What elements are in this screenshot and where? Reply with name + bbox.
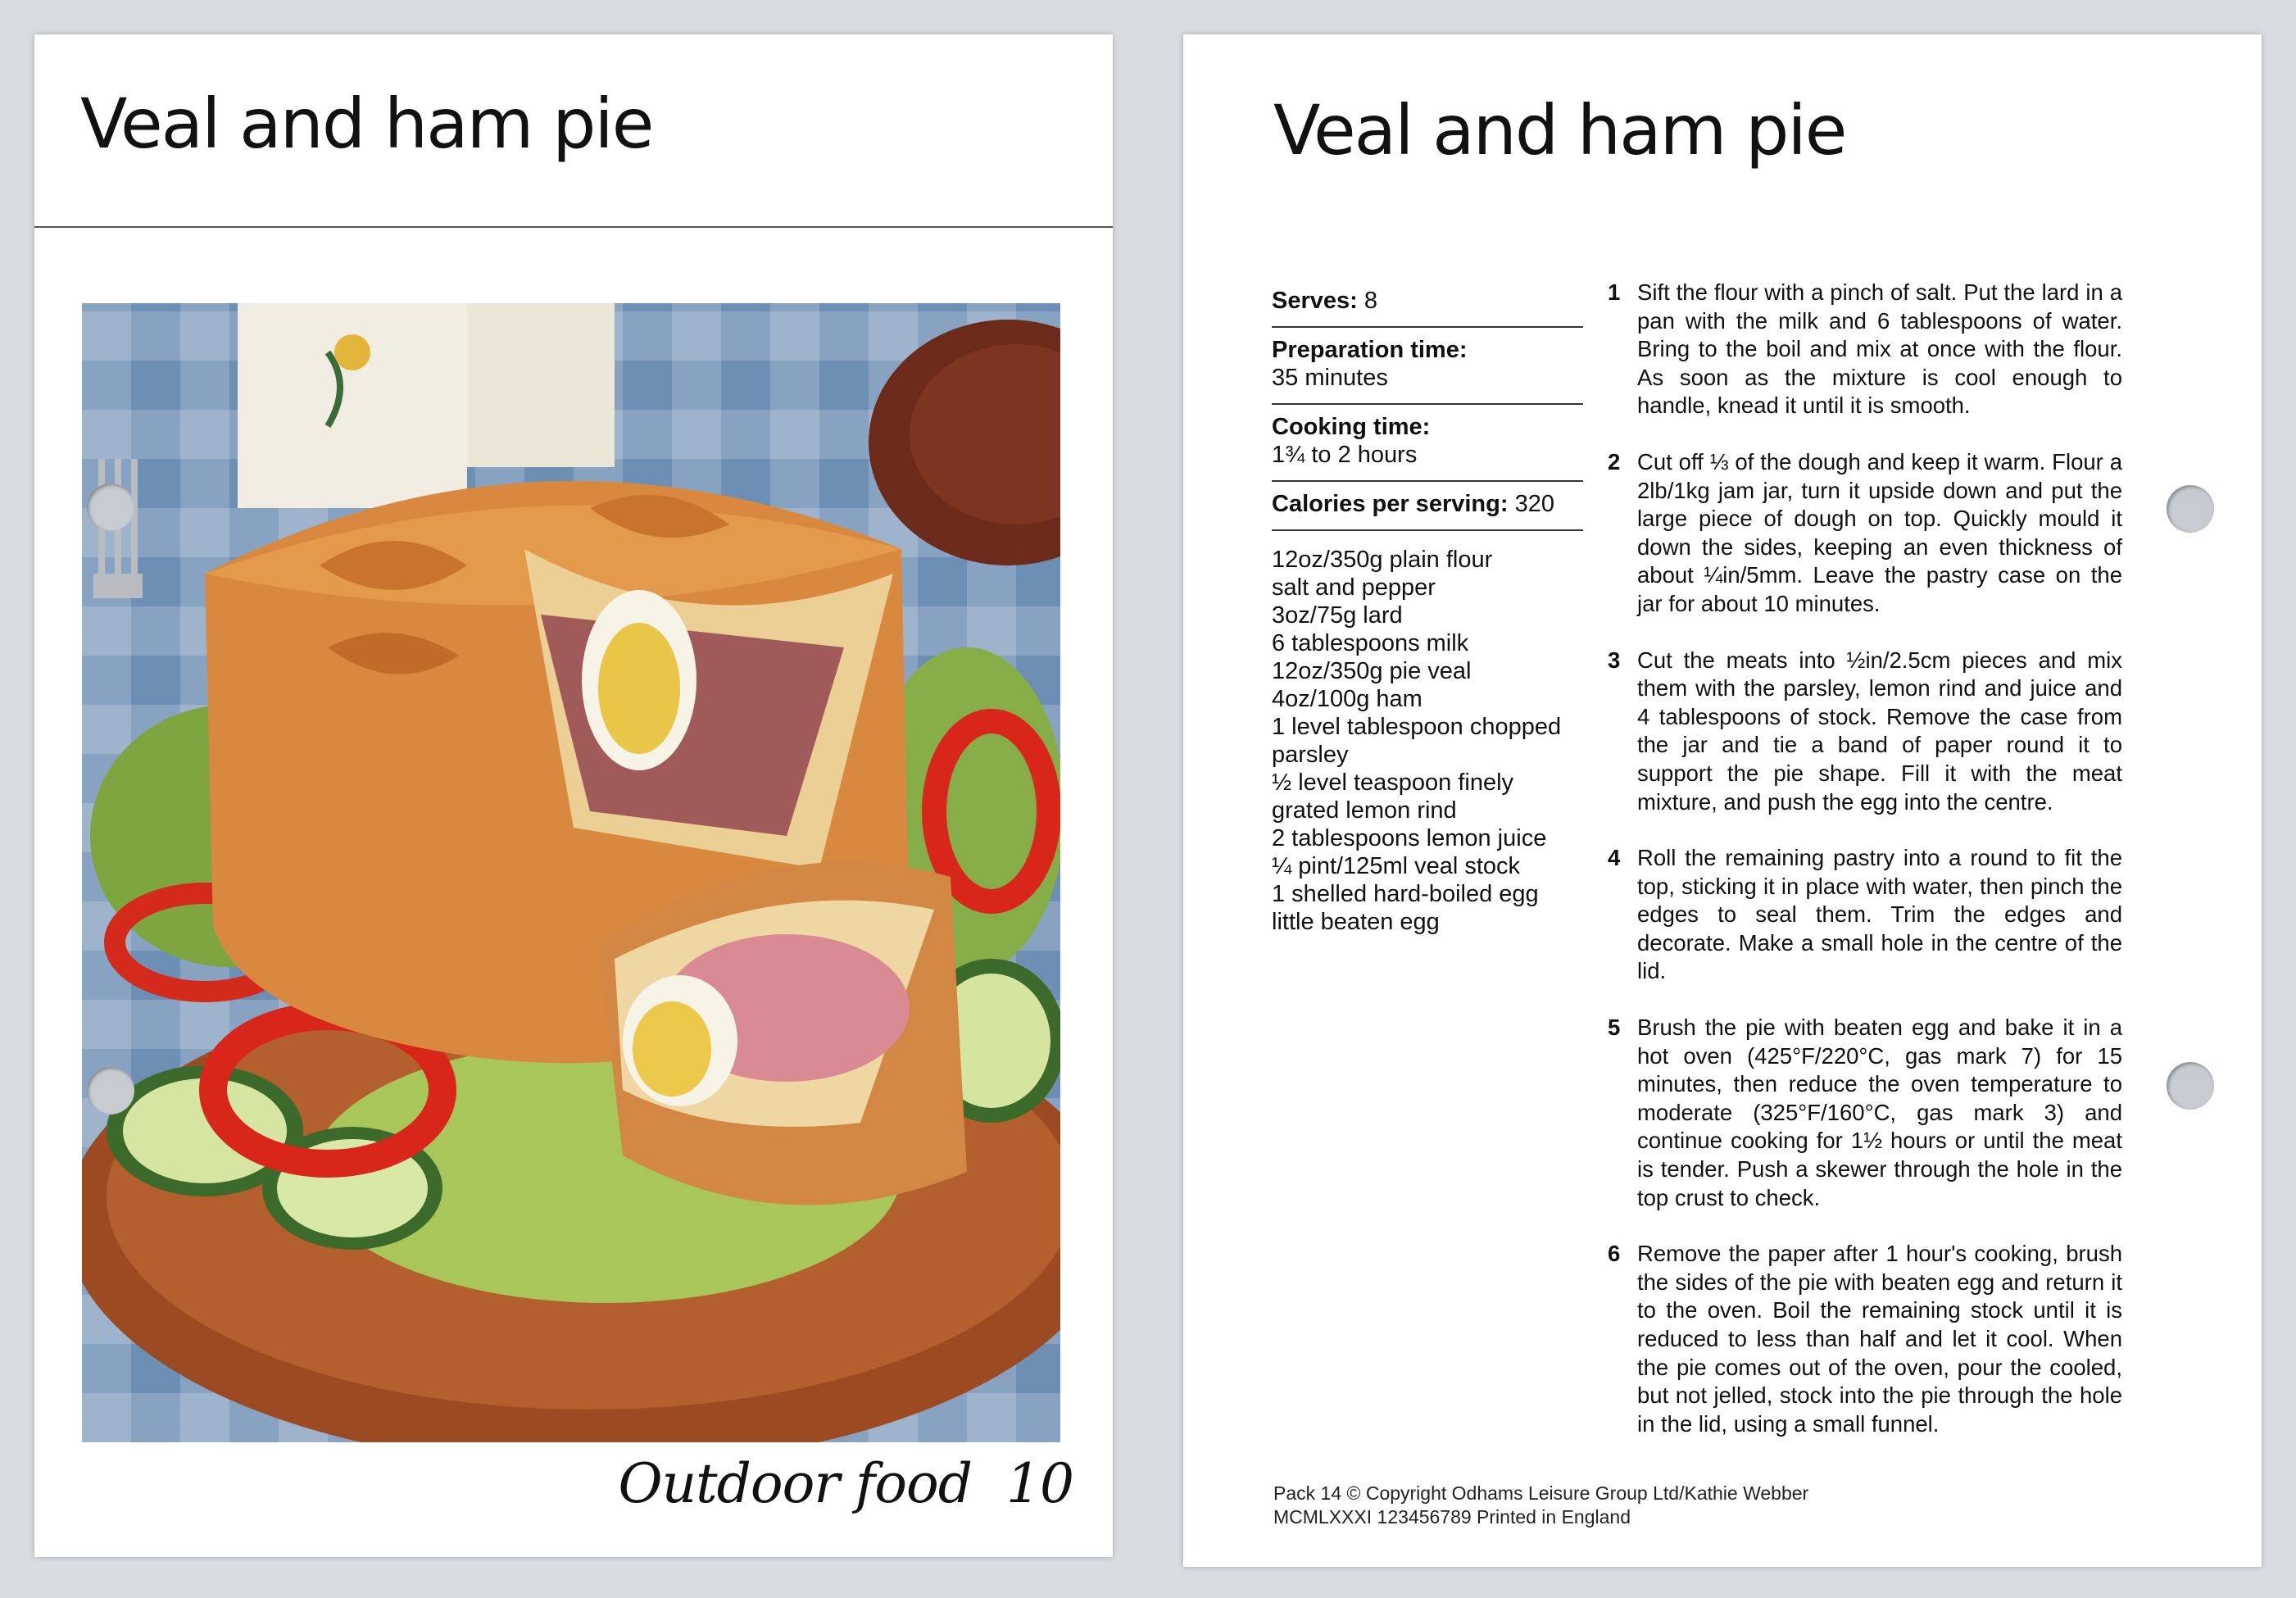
cooking-time-label: Cooking time: xyxy=(1272,414,1431,440)
calories-value: 320 xyxy=(1514,491,1554,517)
recipe-card-back xyxy=(1183,34,2262,1567)
ingredient-item: ¼ pint/125ml veal stock xyxy=(1272,853,1521,879)
method-step xyxy=(1608,279,2122,420)
ingredient-item: 3oz/75g lard xyxy=(1272,602,1403,629)
step-number: 6 xyxy=(1608,1241,1621,1267)
recipe-card-front xyxy=(34,34,1113,1557)
serves-value: 8 xyxy=(1364,288,1378,314)
category-label: Outdoor food xyxy=(618,1452,973,1515)
pie-photo xyxy=(82,303,1060,1442)
print-line: MCMLXXXI 123456789 Printed in England xyxy=(1273,1506,1631,1528)
ingredient-item: 4oz/100g ham xyxy=(1272,686,1423,712)
copyright-notice xyxy=(1273,1482,1808,1529)
ingredients-list xyxy=(1272,546,1583,936)
step-number: 4 xyxy=(1608,845,1621,871)
front-title: Veal and ham pie xyxy=(80,84,653,164)
step-text: Remove the paper after 1 hour's cooking, brush the sides of the pie with beaten egg and return it to the oven. Boil the remaining stock until it is reduced to less than half and let it cool. When the pie comes out of the oven, pour the cooled, but not jelled, stock into the pie through the hole in the lid, using a small funnel. xyxy=(1637,1241,2122,1437)
title-divider xyxy=(34,226,1113,228)
ingredient-item: 12oz/350g plain flour xyxy=(1272,547,1493,573)
cooking-time-value: 1¾ to 2 hours xyxy=(1272,442,1418,468)
punch-hole xyxy=(87,1067,134,1115)
method-steps xyxy=(1608,279,2122,1466)
serves-info xyxy=(1272,279,1583,328)
method-step xyxy=(1608,448,2122,619)
recipe-info xyxy=(1272,279,1583,936)
ingredient-item: 12oz/350g pie veal xyxy=(1272,658,1472,684)
pie-illustration xyxy=(82,303,1060,1442)
method-step xyxy=(1608,647,2122,817)
method-step xyxy=(1608,1240,2122,1438)
punch-hole xyxy=(87,483,134,531)
category-footer xyxy=(618,1452,1073,1515)
back-title: Veal and ham pie xyxy=(1273,90,1846,170)
prep-time-info xyxy=(1272,328,1583,405)
copyright-line: Pack 14 © Copyright Odhams Leisure Group Ltd/Kathie Webber xyxy=(1273,1482,1809,1504)
calories-label: Calories per serving: xyxy=(1272,491,1509,517)
punch-hole xyxy=(2167,1062,2214,1110)
step-text: Sift the flour with a pinch of salt. Put the lard in a pan with the milk and 6 tablespoons of water. Bring to the boil and mix at once with the flour. As soon as the mixture is cool enough to handle, knead it until it is smooth. xyxy=(1637,279,2122,419)
prep-time-value: 35 minutes xyxy=(1272,365,1388,391)
step-text: Cut off ⅓ of the dough and keep it warm. Flour a 2lb/1kg jam jar, turn it upside down and put the large piece of dough on top. Quickly mould it down the sides, keeping an even thickness of about ¼in/5mm. Leave the pastry case on the jar for about 10 minutes. xyxy=(1637,448,2122,616)
method-step xyxy=(1608,844,2122,986)
ingredient-item: 2 tablespoons lemon juice xyxy=(1272,825,1547,851)
serves-label: Serves: xyxy=(1272,288,1358,314)
method-step xyxy=(1608,1014,2122,1212)
card-number: 10 xyxy=(1006,1452,1073,1515)
cooking-time-info xyxy=(1272,405,1583,482)
step-number: 2 xyxy=(1608,448,1621,474)
step-number: 5 xyxy=(1608,1015,1621,1041)
step-text: Cut the meats into ½in/2.5cm pieces and mix them with the parsley, lemon rind and juice and 4 tablespoons of stock. Remove the case from the jar and tie a band of paper round it to support the pie shape. Fill it with the meat mixture, and push the egg into the centre. xyxy=(1637,647,2122,815)
step-text: Roll the remaining pastry into a round to fit the top, sticking it in place with water, then pinch the edges to seal them. Trim the edges and decorate. Make a small hole in the centre of the lid. xyxy=(1637,845,2122,984)
ingredient-item: 1 level tablespoon chopped parsley xyxy=(1272,714,1562,768)
ingredient-item: 1 shelled hard-boiled egg xyxy=(1272,881,1539,907)
step-text: Brush the pie with beaten egg and bake it in a hot oven (425°F/220°C, gas mark 7) for 15 minutes, then reduce the oven temperature to moderate (325°F/160°C, gas mark 3) and continue cooking for 1½ hours or until the meat is tender. Push a skewer through the hole in the top crust to check. xyxy=(1637,1015,2122,1210)
ingredient-item: little beaten egg xyxy=(1272,909,1440,935)
calories-info xyxy=(1272,482,1583,531)
prep-time-label: Preparation time: xyxy=(1272,337,1468,363)
punch-hole xyxy=(2167,485,2214,533)
ingredient-item: salt and pepper xyxy=(1272,574,1436,601)
ingredient-item: ½ level teaspoon finely grated lemon rind xyxy=(1272,769,1514,824)
step-number: 1 xyxy=(1608,279,1621,305)
ingredient-item: 6 tablespoons milk xyxy=(1272,630,1469,656)
step-number: 3 xyxy=(1608,647,1621,673)
